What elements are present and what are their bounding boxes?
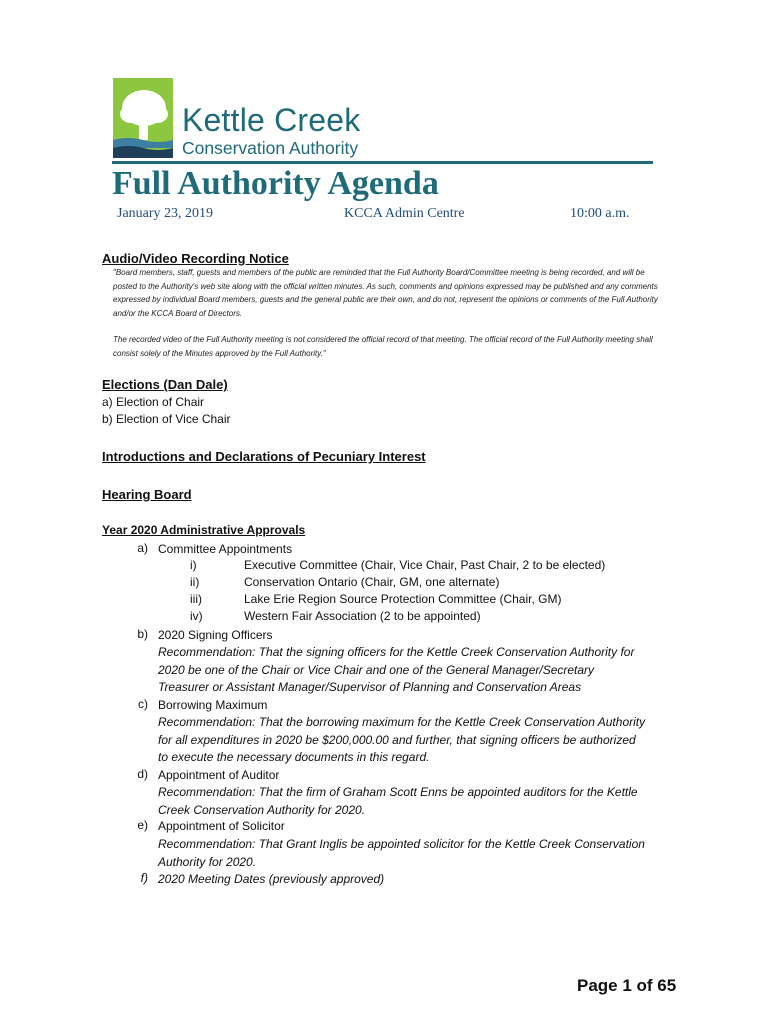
sub-item-text: Executive Committee (Chair, Vice Chair, Past Chair, 2 to be elected) [244,558,606,572]
notice-heading: Audio/Video Recording Notice [102,251,289,266]
item-label: f) [140,871,148,885]
item-title: 2020 Signing Officers [158,628,273,642]
meeting-date: January 23, 2019 [117,206,214,221]
header-rule [112,161,653,164]
org-name: Kettle Creek [182,102,361,138]
recommendation: Recommendation: That the signing officers for the Kettle Creek Conservation Authority for 2020 be one of the Chair or Vice Chair and one of the General Manager/Secretary Treasurer or Assistant Manager/Supervisor of Planning and Conservation Areas [158,645,635,694]
item-label: e) [137,818,148,832]
sub-item-label: i) [190,558,197,572]
page-number: Page 1 of 65 [577,976,677,995]
sub-item-text: Western Fair Association (2 to be appointed) [244,609,481,623]
meeting-time: 10:00 a.m. [570,206,630,221]
notice-paragraph-1: "Board members, staff, guests and members of the public are reminded that the Full Authority Board/Committee meeting is being recorded, and will be posted to the Authority's web site along with the official written minutes. As such, comments and opinions expressed may be published and any comments expressed by individual Board members, guests and the general public are their own, and do not, represent the opinions or comments of the Full Authority and/or the KCCA Board of Directors. [113,268,658,318]
item-title: 2020 Meeting Dates (previously approved) [158,872,385,886]
introductions-heading: Introductions and Declarations of Pecuniary Interest [102,449,426,464]
item-label: b) [137,627,148,641]
recommendation: Recommendation: That the borrowing maximum for the Kettle Creek Conservation Authority for all expenditures in 2020 be $200,000.00 and further, that signing officers be authorized to execute the necessary documents in this regard. [158,715,646,764]
page-title: Full Authority Agenda [112,165,439,202]
item-label: d) [137,767,148,781]
sub-item-label: ii) [190,575,200,589]
item-label: a) [137,541,148,555]
sub-item-text: Lake Erie Region Source Protection Committee (Chair, GM) [244,592,562,606]
item-title: Committee Appointments [158,542,293,556]
approvals-heading: Year 2020 Administrative Approvals [102,523,306,537]
meeting-location: KCCA Admin Centre [344,206,465,221]
item-title: Appointment of Solicitor [158,819,285,833]
elections-heading: Elections (Dan Dale) [102,377,228,392]
election-item-a: a) Election of Chair [102,395,205,409]
org-subtitle: Conservation Authority [182,138,359,158]
sub-item-label: iii) [190,592,202,606]
tree-logo-icon [113,78,173,158]
item-title: Borrowing Maximum [158,698,268,712]
recommendation: Recommendation: That Grant Inglis be appointed solicitor for the Kettle Creek Conservation Authority for 2020. [158,837,645,869]
hearing-board-heading: Hearing Board [102,487,192,502]
recommendation: Recommendation: That the firm of Graham Scott Enns be appointed auditors for the Kettle Creek Conservation Authority for 2020. [158,785,638,817]
election-item-b: b) Election of Vice Chair [102,412,231,426]
notice-paragraph-2: The recorded video of the Full Authority meeting is not considered the official record of that meeting. The official record of the Full Authority meeting shall consist solely of the Minutes approved by the Full Authority." [113,335,653,358]
item-label: c) [138,697,148,711]
sub-item-label: iv) [190,609,203,623]
item-title: Appointment of Auditor [158,768,280,782]
sub-item-text: Conservation Ontario (Chair, GM, one alternate) [244,575,500,589]
